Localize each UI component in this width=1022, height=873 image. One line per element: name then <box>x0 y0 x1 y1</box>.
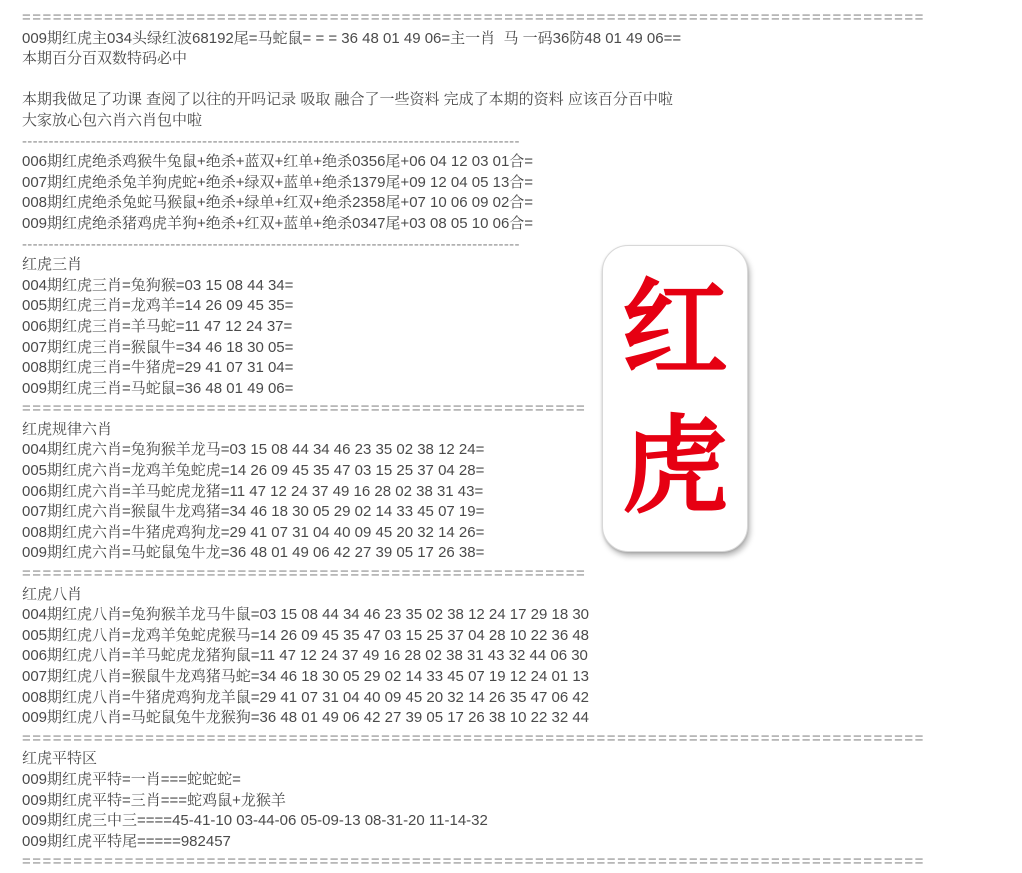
sanxiao-line: 009期红虎三肖=马蛇鼠=36 48 01 49 06= <box>22 379 294 397</box>
intro-line-1: 本期我做足了功课 查阅了以往的开吗记录 吸取 融合了一些资料 完成了本期的资料 应该百分百中啦 <box>22 91 673 109</box>
liuxiao-line: 007期红虎六肖=猴鼠牛龙鸡猪=34 46 18 30 05 29 02 14 33 45 07 19= <box>22 503 485 521</box>
liuxiao-line: 005期红虎六肖=龙鸡羊兔蛇虎=14 26 09 45 35 47 03 15 25 37 04 28= <box>22 462 485 480</box>
badge-char-hong: 红 <box>622 271 728 389</box>
separator-mid-1: ======================================================= <box>22 400 587 418</box>
red-tiger-badge <box>602 245 748 552</box>
baxiao-line: 008期红虎八肖=牛猪虎鸡狗龙羊鼠=29 41 07 31 04 40 09 45 20 32 14 26 35 47 06 42 <box>22 688 590 706</box>
pingte-line: 009期红虎三中三====45-41-10 03-44-06 05-09-13 08-31-20 11-14-32 <box>22 812 488 830</box>
pingte-line: 009期红虎平特尾=====982457 <box>22 832 231 850</box>
juesha-line: 008期红虎绝杀兔蛇马猴鼠+绝杀+绿单+红双+绝杀2358尾+07 10 06 09 02合= <box>22 194 534 212</box>
badge-char-hu: 虎 <box>622 408 728 526</box>
juesha-line: 009期红虎绝杀猪鸡虎羊狗+绝杀+红双+蓝单+绝杀0347尾+03 08 05 10 06合= <box>22 214 534 232</box>
separator-bottom: ======================================================================================== <box>22 853 925 871</box>
sanxiao-line: 008期红虎三肖=牛猪虎=29 41 07 31 04= <box>22 359 294 377</box>
separator-top: ======================================================================================== <box>22 9 925 26</box>
separator-wide-1: ======================================================================================== <box>22 729 925 747</box>
baxiao-line: 004期红虎八肖=兔狗猴羊龙马牛鼠=03 15 08 44 34 46 23 35 02 38 12 24 17 29 18 30 <box>22 606 590 624</box>
liuxiao-line: 008期红虎六肖=牛猪虎鸡狗龙=29 41 07 31 04 40 09 45 20 32 14 26= <box>22 523 485 541</box>
pingte-line: 009期红虎平特=一肖===蛇蛇蛇= <box>22 770 241 788</box>
content-area <box>22 8 1012 873</box>
juesha-line: 006期红虎绝杀鸡猴牛兔鼠+绝杀+蓝双+红单+绝杀0356尾+06 04 12 03 01合= <box>22 153 534 171</box>
baxiao-line: 005期红虎八肖=龙鸡羊兔蛇虎猴马=14 26 09 45 35 47 03 15 25 37 04 28 10 22 36 48 <box>22 626 590 644</box>
dash-divider-1: ---------------------------------------------------------------------------------------------- <box>22 132 520 150</box>
headline-sub: 本期百分百双数特码必中 <box>22 50 188 68</box>
sanxiao-line: 006期红虎三肖=羊马蛇=11 47 12 24 37= <box>22 317 293 335</box>
section-title-baxiao: 红虎八肖 <box>22 585 83 603</box>
section-title-sanxiao: 红虎三肖 <box>22 256 83 274</box>
juesha-line: 007期红虎绝杀兔羊狗虎蛇+绝杀+绿双+蓝单+绝杀1379尾+09 12 04 05 13合= <box>22 173 534 191</box>
sanxiao-line: 004期红虎三肖=兔狗猴=03 15 08 44 34= <box>22 276 294 294</box>
intro-line-2: 大家放心包六肖六肖包中啦 <box>22 111 203 129</box>
liuxiao-line: 006期红虎六肖=羊马蛇虎龙猪=11 47 12 24 37 49 16 28 02 38 31 43= <box>22 482 484 500</box>
liuxiao-line: 009期红虎六肖=马蛇鼠兔牛龙=36 48 01 49 06 42 27 39 05 17 26 38= <box>22 544 485 562</box>
blank-line <box>22 70 1012 91</box>
sanxiao-line: 007期红虎三肖=猴鼠牛=34 46 18 30 05= <box>22 338 294 356</box>
baxiao-line: 007期红虎八肖=猴鼠牛龙鸡猪马蛇=34 46 18 30 05 29 02 14 33 45 07 19 12 24 01 13 <box>22 668 590 685</box>
separator-mid-2: ======================================================= <box>22 565 587 583</box>
baxiao-line: 009期红虎八肖=马蛇鼠兔牛龙猴狗=36 48 01 49 06 42 27 39 05 17 26 38 10 22 32 44 <box>22 709 590 727</box>
liuxiao-line: 004期红虎六肖=兔狗猴羊龙马=03 15 08 44 34 46 23 35 02 38 12 24= <box>22 441 485 459</box>
section-title-pingte: 红虎平特区 <box>22 750 98 768</box>
sanxiao-line: 005期红虎三肖=龙鸡羊=14 26 09 45 35= <box>22 297 294 315</box>
headline-main: 009期红虎主034头绿红波68192尾=马蛇鼠= = = 36 48 01 49 06=主一肖 马 一码36防48 01 49 06== <box>22 29 682 47</box>
baxiao-line: 006期红虎八肖=羊马蛇虎龙猪狗鼠=11 47 12 24 37 49 16 28 02 38 31 43 32 44 06 30 <box>22 647 588 665</box>
dash-divider-2: ---------------------------------------------------------------------------------------------- <box>22 235 520 253</box>
pingte-line: 009期红虎平特=三肖===蛇鸡鼠+龙猴羊 <box>22 791 286 809</box>
section-title-liuxiao: 红虎规律六肖 <box>22 420 113 438</box>
